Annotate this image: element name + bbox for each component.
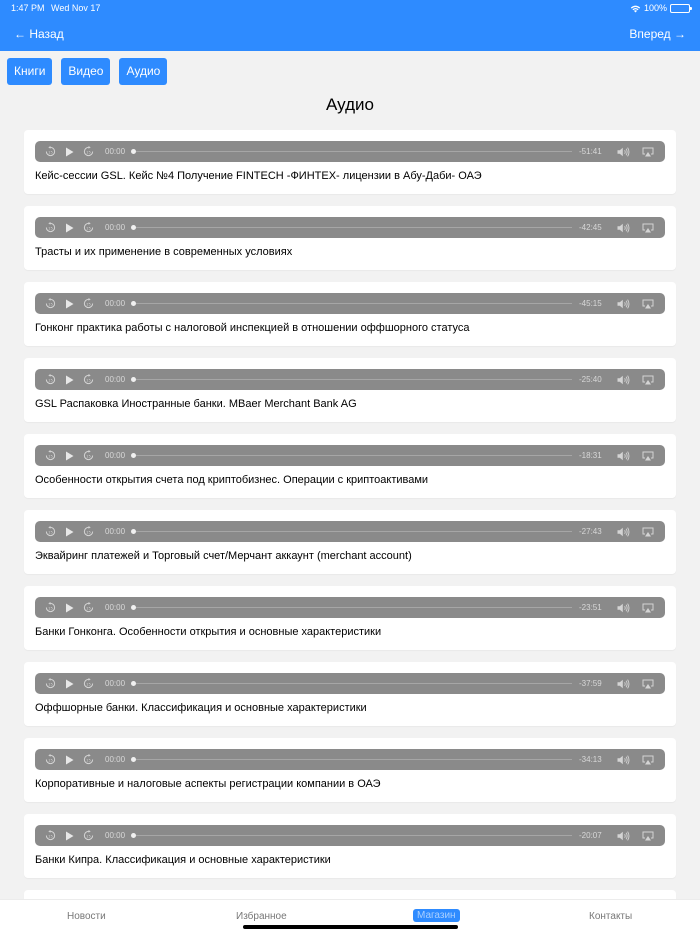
progress-slider[interactable]: [134, 835, 572, 836]
audio-card: [24, 130, 676, 194]
audio-title: Особенности открытия счета под криптобизнес. Операции с криптоактивами: [35, 474, 429, 486]
svg-text:15: 15: [85, 454, 91, 459]
airplay-icon[interactable]: [640, 749, 656, 770]
audio-title: Оффшорные банки. Классификация и основные характеристики: [35, 702, 367, 714]
audio-player: [35, 369, 665, 390]
volume-icon[interactable]: [615, 597, 631, 618]
audio-list: [24, 130, 676, 904]
airplay-icon[interactable]: [640, 597, 656, 618]
audio-player: [35, 825, 665, 846]
progress-slider[interactable]: [134, 379, 572, 380]
skip-back-icon[interactable]: [43, 825, 57, 846]
audio-player: [35, 749, 665, 770]
airplay-icon[interactable]: [640, 521, 656, 542]
audio-player: [35, 673, 665, 694]
audio-card: [24, 510, 676, 574]
airplay-icon[interactable]: [640, 217, 656, 238]
audio-title: Банки Гонконга. Особенности открытия и основные характеристики: [35, 626, 382, 638]
svg-text:15: 15: [85, 758, 91, 763]
play-icon[interactable]: [63, 673, 75, 694]
play-icon[interactable]: [63, 369, 75, 390]
home-indicator: [243, 925, 458, 929]
status-right: [630, 3, 690, 13]
progress-knob[interactable]: [131, 377, 136, 382]
progress-knob[interactable]: [131, 301, 136, 306]
progress-slider[interactable]: [134, 759, 572, 760]
skip-back-icon[interactable]: [43, 141, 57, 162]
skip-forward-icon[interactable]: [81, 141, 95, 162]
remaining-time: -37:59: [579, 679, 602, 688]
tab-contacts[interactable]: Контакты: [589, 911, 633, 922]
back-button[interactable]: ← Назад: [14, 27, 64, 41]
play-icon[interactable]: [63, 293, 75, 314]
svg-text:15: 15: [47, 226, 53, 231]
skip-back-icon[interactable]: [43, 369, 57, 390]
skip-back-icon[interactable]: [43, 445, 57, 466]
skip-back-icon[interactable]: [43, 217, 57, 238]
svg-text:15: 15: [47, 378, 53, 383]
audio-player: [35, 445, 665, 466]
progress-knob[interactable]: [131, 681, 136, 686]
play-icon[interactable]: [63, 597, 75, 618]
svg-text:15: 15: [47, 834, 53, 839]
progress-knob[interactable]: [131, 605, 136, 610]
audio-player: [35, 293, 665, 314]
status-time: 1:47 PM: [11, 3, 45, 13]
elapsed-time: 00:00: [105, 147, 126, 156]
skip-forward-icon[interactable]: [81, 749, 95, 770]
play-icon[interactable]: [63, 217, 75, 238]
volume-icon[interactable]: [615, 521, 631, 542]
volume-icon[interactable]: [615, 369, 631, 390]
skip-back-icon[interactable]: [43, 293, 57, 314]
audio-card: [24, 206, 676, 270]
elapsed-time: 00:00: [105, 831, 126, 840]
audio-title: Трасты и их применение в современных условиях: [35, 246, 293, 258]
svg-text:15: 15: [47, 682, 53, 687]
skip-forward-icon[interactable]: [81, 445, 95, 466]
svg-text:15: 15: [85, 226, 91, 231]
audio-player: [35, 597, 665, 618]
audio-title: Кейс-сессии GSL. Кейс №4 Получение FINTECH -ФИНТЕХ- лицензии в Абу-Даби- ОАЭ: [35, 170, 482, 182]
tab-books[interactable]: Книги: [7, 58, 52, 85]
audio-card: [24, 814, 676, 878]
tab-audio[interactable]: Аудио: [119, 58, 167, 85]
progress-slider[interactable]: [134, 455, 572, 456]
audio-title: GSL Распаковка Иностранные банки. MBaer Merchant Bank AG: [35, 398, 357, 410]
app-header: [0, 0, 700, 51]
svg-text:15: 15: [85, 150, 91, 155]
audio-card: [24, 586, 676, 650]
progress-knob[interactable]: [131, 529, 136, 534]
svg-text:15: 15: [85, 302, 91, 307]
audio-title: Эквайринг платежей и Торговый счет/Мерчант аккаунт (merchant account): [35, 550, 412, 562]
volume-icon[interactable]: [615, 749, 631, 770]
audio-card: [24, 434, 676, 498]
audio-player: [35, 217, 665, 238]
svg-text:15: 15: [85, 682, 91, 687]
remaining-time: -51:41: [579, 147, 602, 156]
elapsed-time: 00:00: [105, 527, 126, 536]
tab-shop[interactable]: Магазин: [413, 909, 460, 922]
play-icon[interactable]: [63, 141, 75, 162]
audio-card: [24, 358, 676, 422]
remaining-time: -25:40: [579, 375, 602, 384]
status-date: Wed Nov 17: [51, 3, 101, 13]
audio-title: Гонконг практика работы с налоговой инспекцией в отношении оффшорного статуса: [35, 322, 470, 334]
svg-text:15: 15: [85, 530, 91, 535]
progress-knob[interactable]: [131, 225, 136, 230]
play-icon[interactable]: [63, 825, 75, 846]
skip-forward-icon[interactable]: [81, 369, 95, 390]
audio-player: [35, 141, 665, 162]
audio-title: Банки Кипра. Классификация и основные характеристики: [35, 854, 331, 866]
progress-knob[interactable]: [131, 453, 136, 458]
airplay-icon[interactable]: [640, 673, 656, 694]
volume-icon[interactable]: [615, 445, 631, 466]
svg-text:15: 15: [85, 834, 91, 839]
progress-slider[interactable]: [134, 303, 572, 304]
skip-back-icon[interactable]: [43, 597, 57, 618]
remaining-time: -23:51: [579, 603, 602, 612]
progress-slider[interactable]: [134, 607, 572, 608]
tab-favorites[interactable]: Избранное: [236, 911, 287, 922]
page-title: Аудио: [326, 95, 374, 114]
remaining-time: -34:13: [579, 755, 602, 764]
volume-icon[interactable]: [615, 141, 631, 162]
elapsed-time: 00:00: [105, 375, 126, 384]
progress-knob[interactable]: [131, 757, 136, 762]
skip-forward-icon[interactable]: [81, 597, 95, 618]
elapsed-time: 00:00: [105, 223, 126, 232]
progress-slider[interactable]: [134, 683, 572, 684]
svg-text:15: 15: [47, 530, 53, 535]
skip-forward-icon[interactable]: [81, 293, 95, 314]
volume-icon[interactable]: [615, 217, 631, 238]
elapsed-time: 00:00: [105, 603, 126, 612]
play-icon[interactable]: [63, 521, 75, 542]
audio-card: [24, 738, 676, 802]
battery-percent: 100%: [643, 3, 667, 13]
airplay-icon[interactable]: [640, 141, 656, 162]
tab-video[interactable]: Видео: [61, 58, 110, 85]
volume-icon[interactable]: [615, 673, 631, 694]
airplay-icon[interactable]: [640, 445, 656, 466]
volume-icon[interactable]: [615, 293, 631, 314]
airplay-icon[interactable]: [640, 369, 656, 390]
remaining-time: -18:31: [579, 451, 602, 460]
progress-slider[interactable]: [134, 531, 572, 532]
svg-text:15: 15: [47, 302, 53, 307]
forward-button[interactable]: Вперед →: [629, 27, 686, 41]
skip-back-icon[interactable]: [43, 749, 57, 770]
skip-forward-icon[interactable]: [81, 521, 95, 542]
svg-text:15: 15: [47, 758, 53, 763]
progress-knob[interactable]: [131, 833, 136, 838]
svg-text:15: 15: [47, 454, 53, 459]
play-icon[interactable]: [63, 749, 75, 770]
svg-text:15: 15: [85, 378, 91, 383]
audio-card: [24, 662, 676, 726]
elapsed-time: 00:00: [105, 679, 126, 688]
airplay-icon[interactable]: [640, 293, 656, 314]
status-bar: [11, 3, 690, 15]
elapsed-time: 00:00: [105, 451, 126, 460]
airplay-icon[interactable]: [640, 825, 656, 846]
skip-back-icon[interactable]: [43, 673, 57, 694]
svg-text:15: 15: [85, 606, 91, 611]
wifi-icon: [630, 4, 641, 13]
bottom-tab-bar: [0, 899, 700, 934]
skip-forward-icon[interactable]: [81, 673, 95, 694]
remaining-time: -20:07: [579, 831, 602, 840]
skip-forward-icon[interactable]: [81, 825, 95, 846]
elapsed-time: 00:00: [105, 755, 126, 764]
progress-slider[interactable]: [134, 151, 572, 152]
skip-forward-icon[interactable]: [81, 217, 95, 238]
audio-card: [24, 282, 676, 346]
play-icon[interactable]: [63, 445, 75, 466]
remaining-time: -27:43: [579, 527, 602, 536]
tab-news[interactable]: Новости: [67, 911, 106, 922]
battery-icon: [670, 4, 690, 13]
progress-knob[interactable]: [131, 149, 136, 154]
remaining-time: -45:15: [579, 299, 602, 308]
svg-text:15: 15: [47, 150, 53, 155]
skip-back-icon[interactable]: [43, 521, 57, 542]
audio-title: Корпоративные и налоговые аспекты регистрации компании в ОАЭ: [35, 778, 381, 790]
audio-player: [35, 521, 665, 542]
elapsed-time: 00:00: [105, 299, 126, 308]
svg-text:15: 15: [47, 606, 53, 611]
category-tabs: [7, 58, 167, 85]
volume-icon[interactable]: [615, 825, 631, 846]
progress-slider[interactable]: [134, 227, 572, 228]
remaining-time: -42:45: [579, 223, 602, 232]
